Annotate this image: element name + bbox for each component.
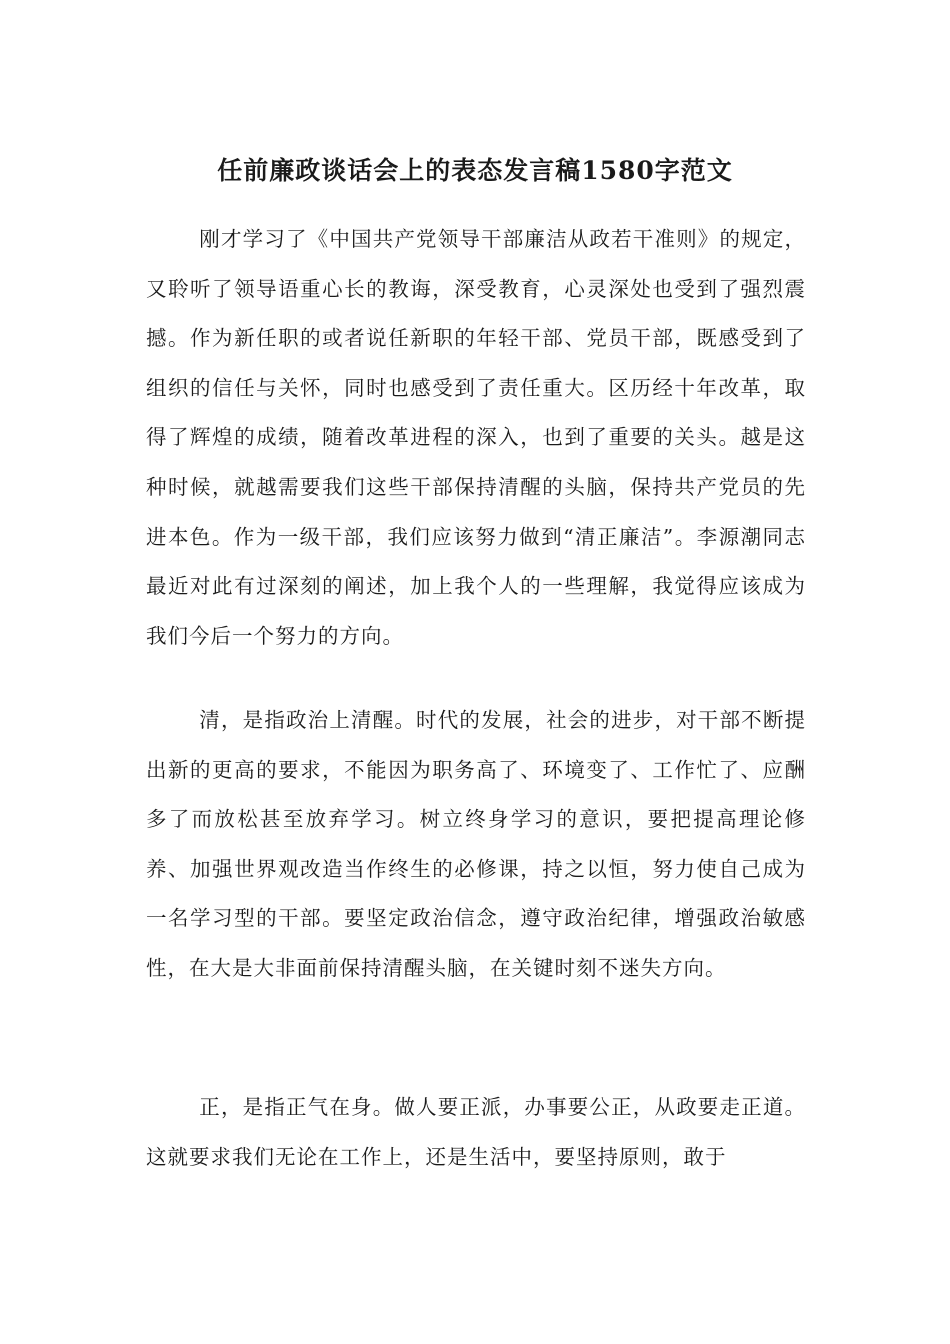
paragraph-qing: 清，是指政治上清醒。时代的发展，社会的进步，对干部不断提出新的更高的要求，不能因为职务高了、环境变了、工作忙了、应酬多了而放松甚至放弃学习。树立终身学习的意识，要把提高理论修养、加强世界观改造当作终生的必修课，持之以恒，努力使自己成为一名学习型的干部。要坚定政治信念，遵守政治纪律，增强政治敏感性，在大是大非面前保持清醒头脑，在关键时刻不迷失方向。: [146, 708, 806, 980]
document-title: 任前廉政谈话会上的表态发言稿1580字范文: [217, 156, 733, 185]
paragraph-zheng: 正，是指正气在身。做人要正派，办事要公正，从政要走正道。这就要求我们无论在工作上，还是生活中，要坚持原则，敢于: [146, 1095, 806, 1169]
paragraph-intro: 刚才学习了《中国共产党领导干部廉洁从政若干准则》的规定，又聆听了领导语重心长的教诲，深受教育，心灵深处也受到了强烈震撼。作为新任职的或者说任新职的年轻干部、党员干部，既感受到了组织的信任与关怀，同时也感受到了责任重大。区历经十年改革，取得了辉煌的成绩，随着改革进程的深入，也到了重要的关头。越是这种时候，就越需要我们这些干部保持清醒的头脑，保持共产党员的先进本色。作为一级干部，我们应该努力做到“清正廉洁”。李源潮同志最近对此有过深刻的阐述，加上我个人的一些理解，我觉得应该成为我们今后一个努力的方向。: [146, 227, 806, 648]
